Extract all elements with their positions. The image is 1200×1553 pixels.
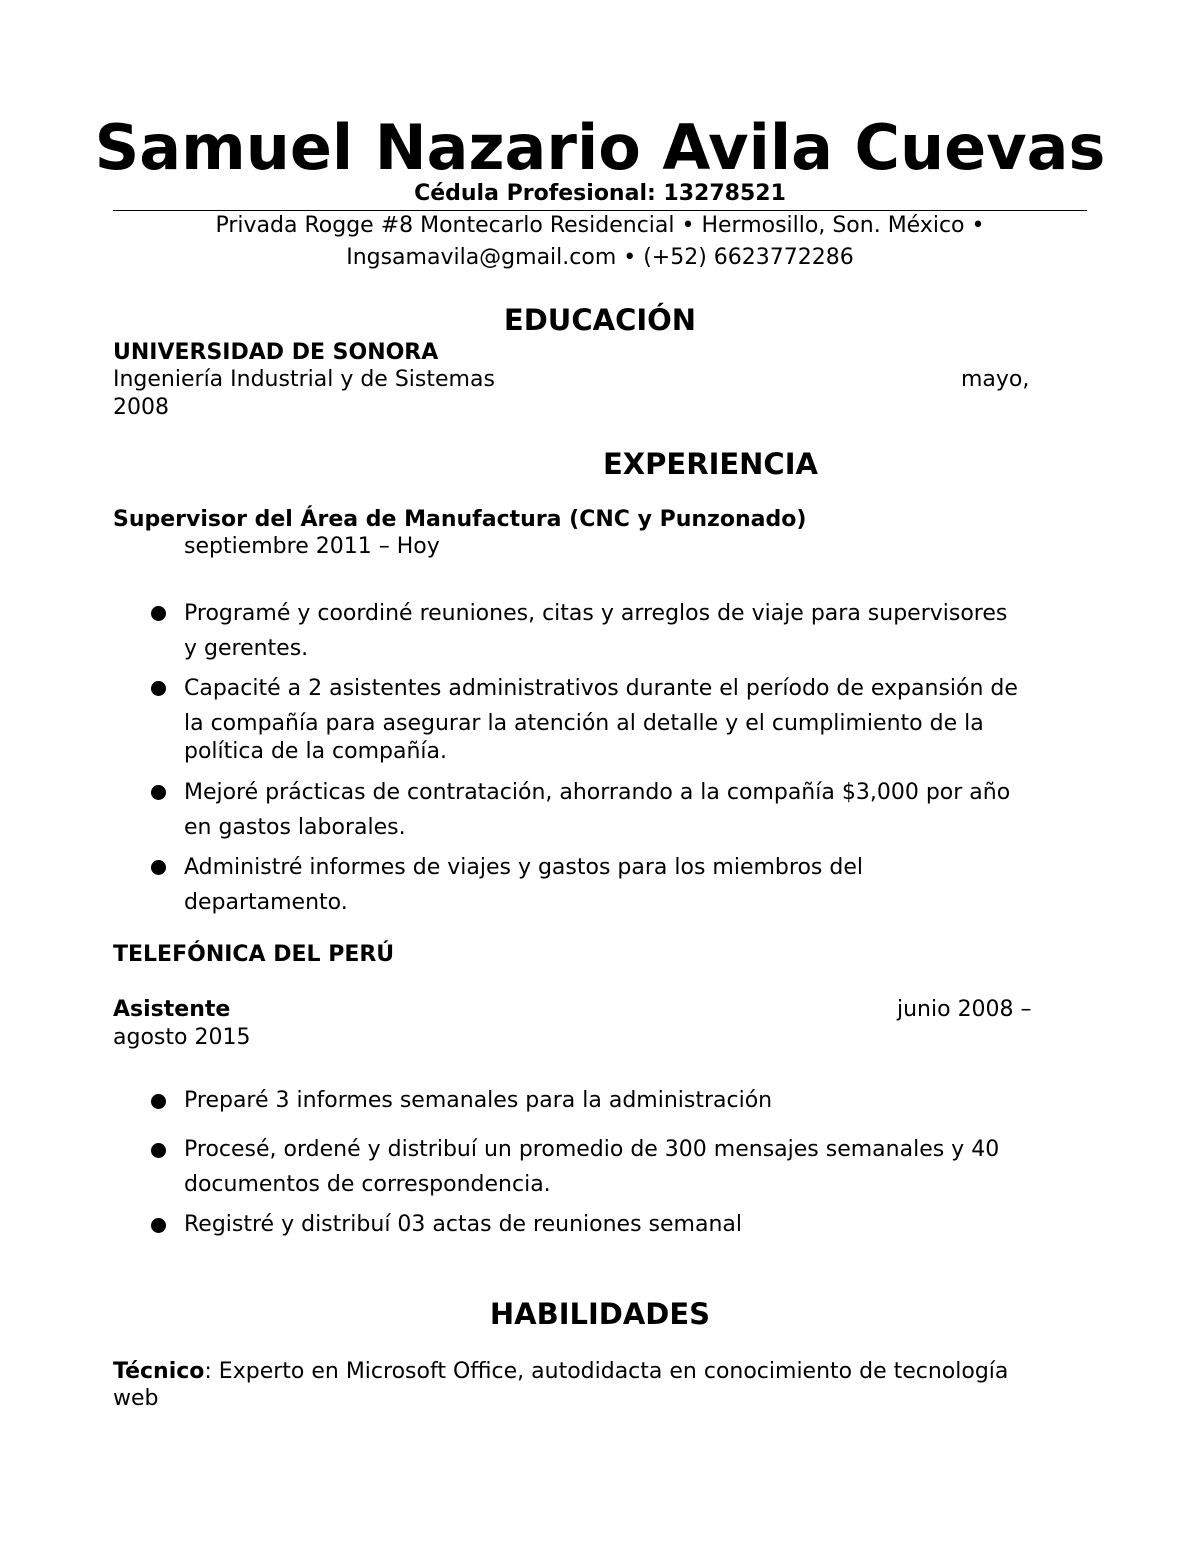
- job-dates: junio 2008 –: [897, 997, 1032, 1022]
- experience-heading: EXPERIENCIA: [603, 447, 818, 481]
- candidate-name: Samuel Nazario Avila Cuevas: [94, 111, 1106, 184]
- list-item-continuation: documentos de correspondencia.: [184, 1172, 551, 1197]
- list-item: Procesé, ordené y distribuí un promedio de 300 mensajes semanales y 40: [184, 1137, 1000, 1162]
- list-item-continuation: departamento.: [184, 890, 348, 915]
- list-item-continuation: la compañía para asegurar la atención al detalle y el cumplimiento de la: [184, 711, 984, 736]
- bullet-icon: [151, 1218, 166, 1233]
- education-heading: EDUCACIÓN: [503, 303, 697, 337]
- list-item: Capacité a 2 asistentes administrativos durante el período de expansión de: [184, 676, 1018, 701]
- bullet-icon: [151, 1094, 166, 1109]
- job-role: Asistente: [113, 997, 231, 1022]
- list-item-continuation: y gerentes.: [184, 636, 309, 661]
- header-divider: [113, 210, 1087, 211]
- list-item: Registré y distribuí 03 actas de reuniones semanal: [184, 1212, 742, 1237]
- bullet-icon: [151, 860, 166, 875]
- skills-text: : Experto en Microsoft Office, autodidacta en conocimiento de tecnología: [204, 1359, 1009, 1384]
- skills-heading: HABILIDADES: [489, 1297, 711, 1331]
- contact-email-phone: Ingsamavila@gmail.com • (+52) 6623772286: [346, 245, 854, 270]
- list-item: Preparé 3 informes semanales para la administración: [184, 1088, 773, 1113]
- skills-technical: [113, 1358, 1008, 1386]
- education-school: UNIVERSIDAD DE SONORA: [113, 340, 439, 365]
- company-name: TELEFÓNICA DEL PERÚ: [113, 942, 395, 967]
- job-role: Supervisor del Área de Manufactura (CNC y Punzonado): [113, 507, 807, 532]
- list-item: Administré informes de viajes y gastos para los miembros del: [184, 855, 863, 880]
- education-degree: Ingeniería Industrial y de Sistemas: [113, 367, 495, 392]
- job-dates: septiembre 2011 – Hoy: [184, 534, 440, 559]
- list-item: Mejoré prácticas de contratación, ahorrando a la compañía $3,000 por año: [184, 780, 1011, 805]
- list-item-continuation: en gastos laborales.: [184, 815, 406, 840]
- bullet-icon: [151, 1143, 166, 1158]
- professional-id: Cédula Profesional: 13278521: [414, 181, 786, 206]
- list-item: Programé y coordiné reuniones, citas y arreglos de viaje para supervisores: [184, 601, 1008, 626]
- education-date: mayo,: [961, 367, 1030, 392]
- bullet-icon: [151, 606, 166, 621]
- bullet-icon: [151, 681, 166, 696]
- list-item-continuation: política de la compañía.: [184, 739, 448, 764]
- education-year: 2008: [113, 395, 169, 420]
- bullet-icon: [151, 785, 166, 800]
- contact-address: Privada Rogge #8 Montecarlo Residencial • Hermosillo, Son. México •: [215, 213, 985, 238]
- skills-label: Técnico: [113, 1359, 205, 1384]
- job-dates-end: agosto 2015: [113, 1025, 251, 1050]
- skills-text-continuation: web: [113, 1386, 159, 1411]
